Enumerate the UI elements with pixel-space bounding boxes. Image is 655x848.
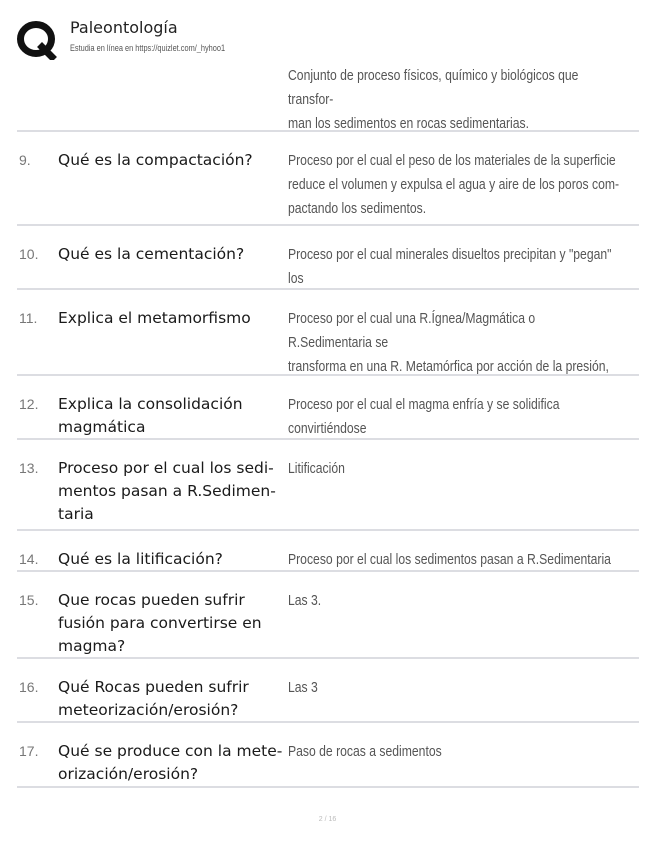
- card-definition: [288, 659, 639, 721]
- card-definition-text: Proceso por el cual los sedimentos pasan a R.Sedimentaria: [288, 552, 611, 568]
- flashcard-row: [17, 376, 639, 440]
- card-term: Proceso por el cual los sedi- mentos pasan a R.Sedimen- taria: [58, 459, 276, 523]
- card-term: Explica la consolidación magmática: [58, 395, 243, 436]
- page-header: [16, 14, 636, 60]
- card-term: Explica el metamorfismo: [58, 309, 251, 327]
- document-subtitle: Estudia en línea en https://quizlet.com/_hyhoo1: [70, 43, 226, 53]
- card-definition: [288, 531, 639, 570]
- card-definition-text: Proceso por el cual una R.Ígnea/Magmática o R.Sedimentaria se transforma en una R. Metamórfica por acción de la presión,: [288, 311, 609, 374]
- card-definition: [288, 60, 639, 130]
- card-definition-text: Conjunto de proceso físicos, químico y biológicos que transfor- man los sedimentos en rocas sedimentarias.: [288, 68, 579, 130]
- card-definition: [288, 376, 639, 438]
- flashcard-row: [17, 531, 639, 572]
- card-term: Qué Rocas pueden sufrir meteorización/erosión?: [58, 678, 249, 719]
- card-definition: [288, 723, 639, 786]
- card-definition: [288, 572, 639, 657]
- flashcard-row: [17, 60, 639, 132]
- document-title: Paleontología: [70, 18, 178, 37]
- flashcard-row: [17, 132, 639, 226]
- card-definition-text: Las 3.: [288, 593, 322, 609]
- card-term: Qué es la litificación?: [58, 550, 223, 568]
- card-term: Qué es la cementación?: [58, 245, 245, 263]
- card-number: 11.: [19, 310, 38, 326]
- card-definition-text: Proceso por el cual el peso de los materiales de la superficie reduce el volumen y expulsa el agua y aire de los poros com- pactando los sedimentos.: [288, 153, 620, 217]
- flashcard-row: [17, 290, 639, 376]
- page-number: 2 / 16: [318, 816, 337, 823]
- card-definition: [288, 440, 639, 529]
- card-number: 12.: [19, 396, 39, 412]
- flashcard-row: [17, 659, 639, 723]
- flashcard-list: [17, 60, 639, 788]
- card-definition: [288, 226, 639, 288]
- card-term: Que rocas pueden sufrir fusión para convertirse en magma?: [58, 591, 262, 655]
- card-definition-text: Paso de rocas a sedimentos: [288, 744, 442, 760]
- card-number: 17.: [19, 743, 39, 759]
- card-term: Qué es la compactación?: [58, 151, 253, 169]
- flashcard-row: [17, 723, 639, 788]
- card-number: 15.: [19, 592, 39, 608]
- card-number: 10.: [19, 246, 39, 262]
- card-definition-text: Las 3: [288, 680, 318, 696]
- flashcard-row: [17, 226, 639, 290]
- quizlet-logo-icon: [16, 20, 58, 60]
- card-number: 9.: [19, 152, 31, 168]
- card-term: Qué se produce con la mete- orización/erosión?: [58, 742, 283, 783]
- flashcard-row: [17, 440, 639, 531]
- card-definition: [288, 290, 639, 374]
- card-definition-text: Proceso por el cual el magma enfría y se solidifica convirtiéndose: [288, 397, 560, 437]
- card-number: 13.: [19, 460, 39, 476]
- card-number: 16.: [19, 679, 39, 695]
- card-definition-text: Litificación: [288, 461, 345, 477]
- card-number: 14.: [19, 551, 39, 567]
- card-definition-text: Proceso por el cual minerales disueltos precipitan y "pegan" los: [288, 247, 612, 287]
- card-number: [17, 60, 58, 130]
- flashcard-row: [17, 572, 639, 659]
- card-definition: [288, 132, 639, 224]
- card-term: [58, 60, 288, 130]
